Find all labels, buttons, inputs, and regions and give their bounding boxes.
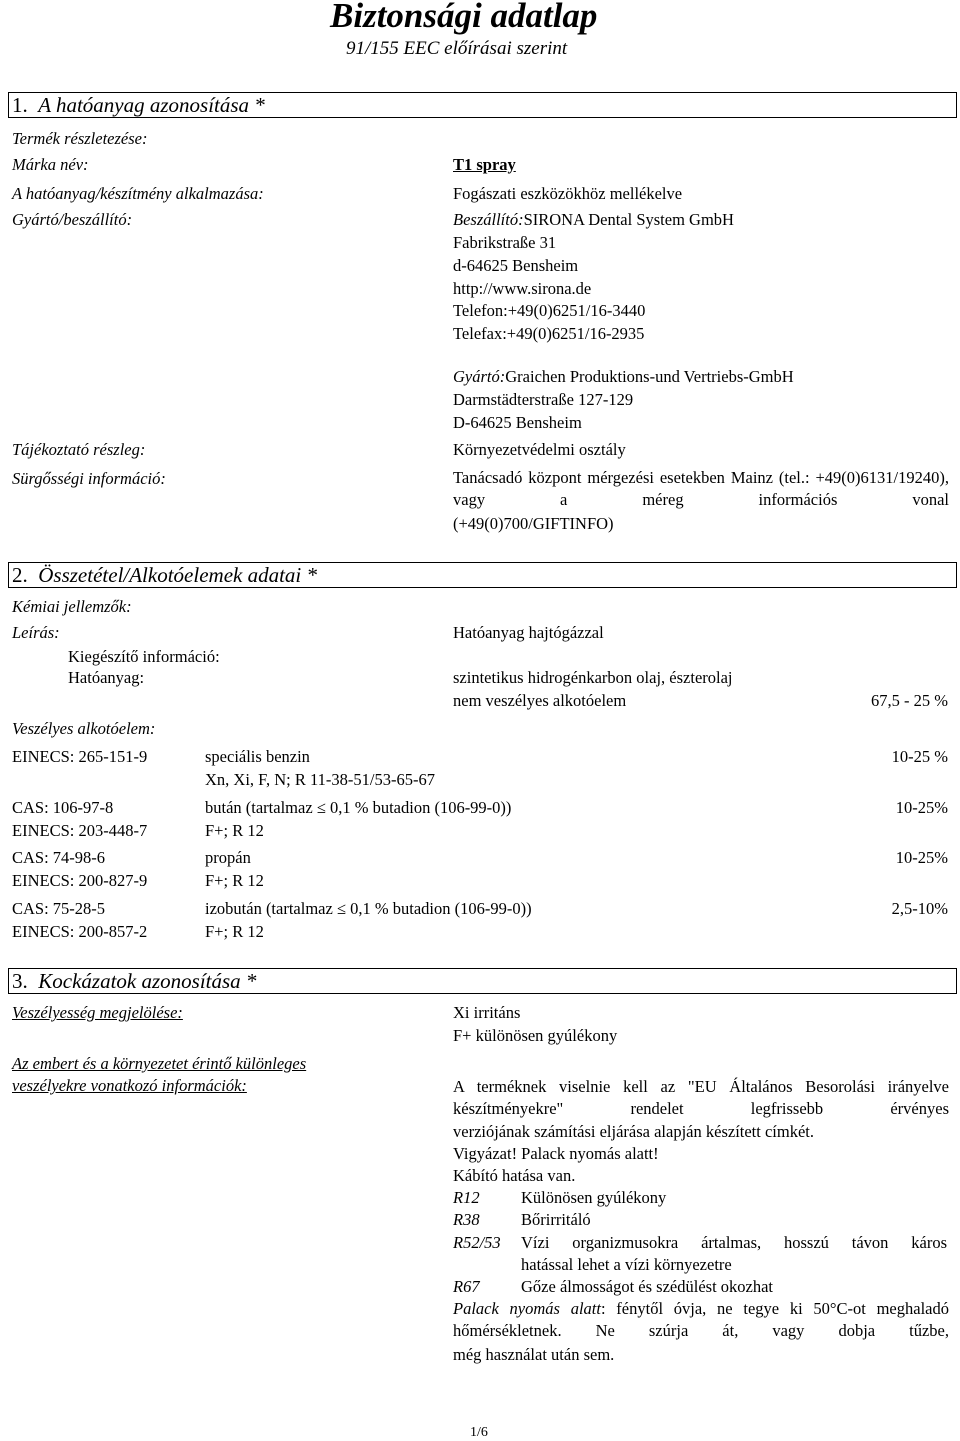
maker-line-2: D-64625 Bensheim — [453, 413, 582, 432]
manufacturer-label: Gyártó/beszállító: — [12, 210, 133, 229]
component-1-cas: CAS: 106-97-8 — [12, 798, 114, 817]
product-details-label: Termék részletezése: — [12, 129, 148, 148]
pressure-note-last: még használat után sem. — [453, 1345, 615, 1364]
supplier-fax: Telefax:+49(0)6251/16-2935 — [453, 324, 645, 343]
component-3-cas: CAS: 75-28-5 — [12, 899, 106, 918]
hazard-value-fplus: F+ különösen gyúlékony — [453, 1026, 618, 1045]
supplier-line-0: Beszállító:SIRONA Dental System GmbH — [453, 210, 734, 229]
component-3-einecs: EINECS: 200-857-2 — [12, 922, 148, 941]
r-phrase-continuation: hatással lehet a vízi környezetre — [521, 1255, 732, 1274]
warning-pressure: Vigyázat! Palack nyomás alatt! — [453, 1144, 659, 1163]
description-label: Leírás: — [12, 623, 60, 642]
info-value: Környezetvédelmi osztály — [453, 440, 626, 459]
component-1-class: F+; R 12 — [205, 821, 264, 840]
component-2-name: propán — [205, 848, 251, 867]
document-title: Biztonsági adatlap — [330, 0, 598, 35]
description-value: Hatóanyag hajtógázzal — [453, 623, 604, 642]
warning-narcotic: Kábító hatása van. — [453, 1166, 576, 1185]
component-0-class: Xn, Xi, F, N; R 11-38-51/53-65-67 — [205, 770, 435, 789]
component-3-class: F+; R 12 — [205, 922, 264, 941]
section-3-title: 3. Kockázatok azonosítása * — [12, 969, 257, 993]
substance-line-2: nem veszélyes alkotóelem — [453, 691, 627, 710]
chem-label: Kémiai jellemzők: — [12, 597, 132, 616]
r-phrase-text: Bőrirritáló — [521, 1210, 591, 1229]
component-1-einecs: EINECS: 203-448-7 — [12, 821, 148, 840]
emergency-giftinfo: (+49(0)700/GIFTINFO) — [453, 514, 614, 533]
component-2-class: F+; R 12 — [205, 871, 264, 890]
section-2-title: 2. Összetétel/Alkotóelemek adatai * — [12, 563, 318, 587]
component-1-name: bután (tartalmaz ≤ 0,1 % butadion (106-99-0)) — [205, 798, 512, 817]
component-2-cas: CAS: 74-98-6 — [12, 848, 106, 867]
supplier-line-2: d-64625 Bensheim — [453, 256, 579, 275]
brand-value: T1 spray — [453, 155, 516, 174]
r-phrase-text: Különösen gyúlékony — [521, 1188, 667, 1207]
hazard-label: Veszélyesség megjelölése: — [12, 1003, 183, 1022]
supplier-line-1: Fabrikstraße 31 — [453, 233, 557, 252]
info-label: Tájékoztató részleg: — [12, 440, 146, 459]
component-0-id: EINECS: 265-151-9 — [12, 747, 148, 766]
application-value: Fogászati eszközökhöz mellékelve — [453, 184, 683, 203]
component-2-einecs: EINECS: 200-827-9 — [12, 871, 148, 890]
section-1-title: 1. A hatóanyag azonosítása * — [12, 93, 265, 117]
component-1-percent: 10-25% — [895, 798, 948, 817]
supplier-phone: Telefon:+49(0)6251/16-3440 — [453, 301, 646, 320]
brand-label: Márka név: — [12, 155, 89, 174]
maker-line-0: Gyártó:Graichen Produktions-und Vertriebs-GmbH — [453, 367, 794, 386]
page-number: 1/6 — [470, 1425, 488, 1440]
component-2-percent: 10-25% — [895, 848, 948, 867]
r-phrase-code: R12 — [453, 1188, 480, 1207]
substance-percent: 67,5 - 25 % — [871, 691, 948, 710]
pressure-note: Palack nyomás alatt: fénytől óvja, ne tegye ki 50°C-ot meghaladó hőmérsékletnek. Ne szúrja át, vagy dobja tűzbe, — [453, 1299, 949, 1341]
substance-label: Hatóanyag: — [68, 668, 145, 687]
component-3-percent: 2,5-10% — [891, 899, 948, 918]
substance-line-1: szintetikus hidrogénkarbon olaj, észterolaj — [453, 668, 733, 687]
supplier-website: http://www.sirona.de — [453, 279, 592, 298]
r-phrase-text: Gőze álmosságot és szédülést okozhat — [521, 1277, 774, 1296]
special-label-line-1: Az embert és a környezetet érintő különleges — [12, 1054, 307, 1073]
r-phrase-code: R67 — [453, 1277, 480, 1296]
component-3-name: izobután (tartalmaz ≤ 0,1 % butadion (106-99-0)) — [205, 899, 532, 918]
r-phrase-code: R38 — [453, 1210, 480, 1229]
component-0-percent: 10-25 % — [891, 747, 948, 766]
special-label-line-2: veszélyekre vonatkozó információk: — [12, 1076, 247, 1095]
document-subtitle: 91/155 EEC előírásai szerint — [346, 38, 568, 59]
r-phrase-code: R52/53 — [453, 1233, 501, 1252]
emergency-text: Tanácsadó központ mérgezési esetekben Mainz (tel.: +49(0)6131/19240), vagy a méreg információs vonal — [453, 468, 949, 510]
supplementary-label: Kiegészítő információ: — [68, 647, 220, 666]
emergency-label: Sürgősségi információ: — [12, 469, 166, 488]
hazard-value-xi: Xi irritáns — [453, 1003, 521, 1022]
hazardous-label: Veszélyes alkotóelem: — [12, 719, 156, 738]
application-label: A hatóanyag/készítmény alkalmazása: — [12, 184, 264, 203]
maker-line-1: Darmstädterstraße 127-129 — [453, 390, 634, 409]
special-text-last: verziójának számítási eljárása alapján készített címkét. — [453, 1122, 815, 1141]
r-phrase-text: Vízi organizmusokra ártalmas, hosszú távon káros — [521, 1233, 947, 1252]
component-0-name: speciális benzin — [205, 747, 310, 766]
special-text: A terméknek viselnie kell az "EU Általános Besorolási irányelve készítményekre" rendelet legfrissebb érvényes — [453, 1077, 949, 1119]
